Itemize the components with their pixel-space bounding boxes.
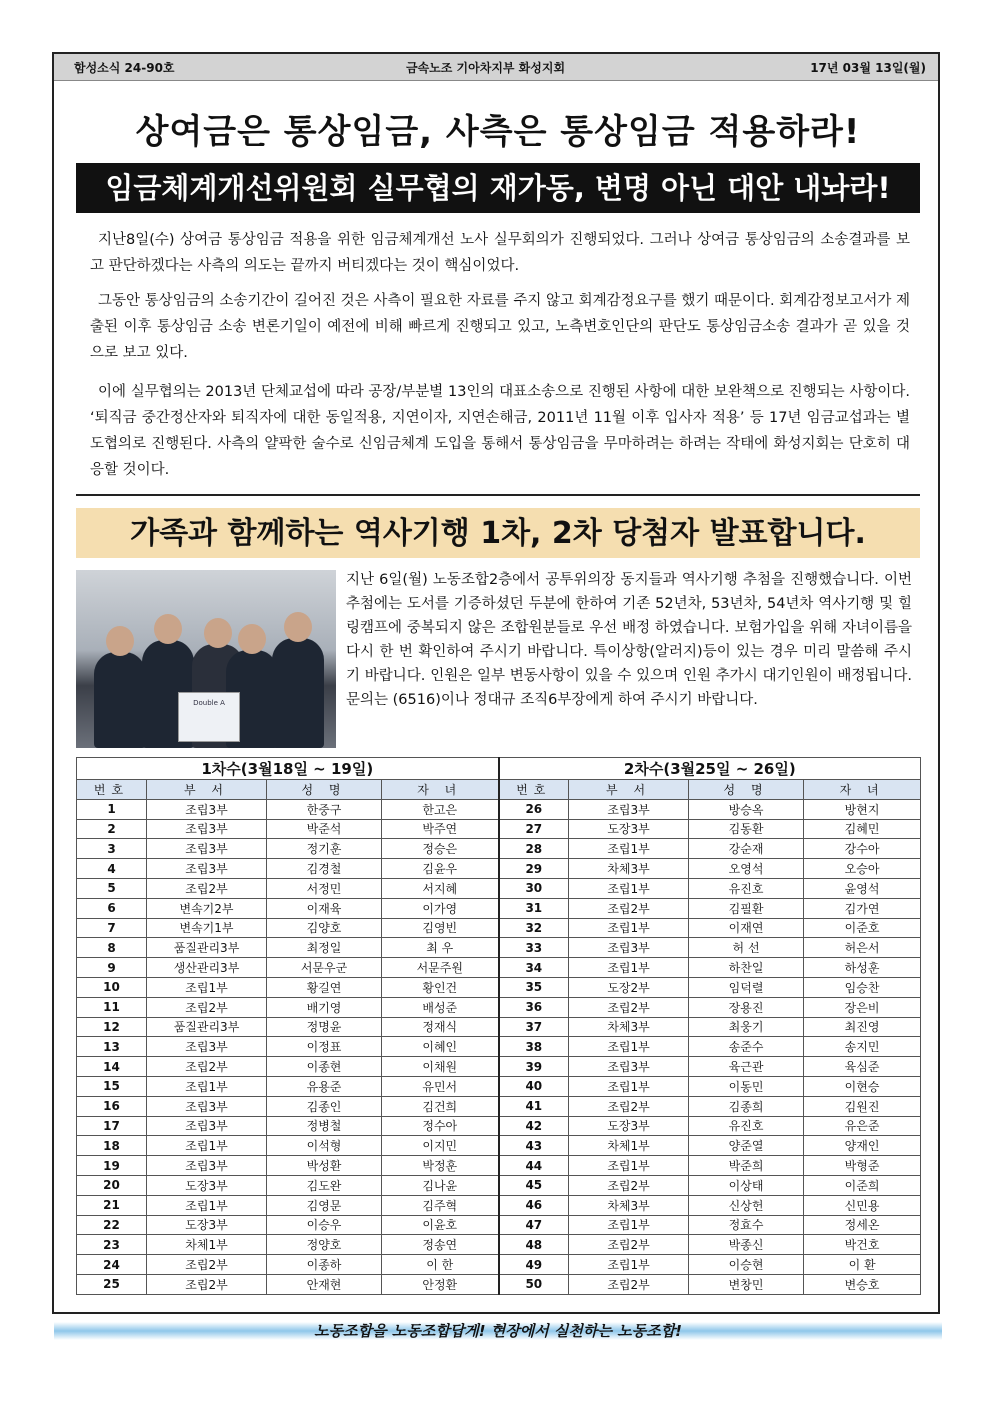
cell-name: 임덕렬 [689,977,804,997]
cell-number: 28 [499,839,569,859]
cell-child: 서지혜 [382,878,499,898]
table-row [77,898,921,918]
cell-name: 정양호 [267,1235,382,1255]
cell-number: 33 [499,938,569,958]
cell-number: 25 [77,1274,147,1294]
col-header-name: 성 명 [689,780,804,800]
cell-number: 4 [77,859,147,879]
table-row [77,1037,921,1057]
footer-slogan: 노동조합을 노동조합답게! 현장에서 실천하는 노동조합! [54,1322,942,1340]
cell-department: 조립1부 [147,1195,267,1215]
table-row [77,1274,921,1294]
cell-number: 1 [77,799,147,819]
cell-department: 조립1부 [569,1156,689,1176]
cell-child: 이채원 [382,1057,499,1077]
cell-child: 윤영석 [804,878,921,898]
cell-number: 12 [77,1017,147,1037]
cell-name: 안재현 [267,1274,382,1294]
cell-number: 30 [499,878,569,898]
cell-child: 이혜인 [382,1037,499,1057]
cell-department: 조립1부 [147,1076,267,1096]
cell-department: 조립2부 [569,1235,689,1255]
cell-child: 김영빈 [382,918,499,938]
cell-name: 강순재 [689,839,804,859]
cell-department: 조립3부 [147,1037,267,1057]
cell-number: 6 [77,898,147,918]
cell-number: 39 [499,1057,569,1077]
cell-name: 허 선 [689,938,804,958]
cell-child: 유민서 [382,1076,499,1096]
cell-department: 조립3부 [147,839,267,859]
issue-date: 17년 03월 13일(월) [810,61,926,75]
cell-number: 42 [499,1116,569,1136]
cell-name: 황길연 [267,977,382,997]
cell-department: 조립2부 [147,878,267,898]
cell-number: 29 [499,859,569,879]
cell-child: 이 한 [382,1255,499,1275]
cell-number: 49 [499,1255,569,1275]
cell-name: 김필환 [689,898,804,918]
cell-child: 김건희 [382,1096,499,1116]
cell-name: 이동민 [689,1076,804,1096]
cell-number: 44 [499,1156,569,1176]
cell-department: 조립3부 [569,1057,689,1077]
cell-department: 차체1부 [147,1235,267,1255]
cell-number: 14 [77,1057,147,1077]
cell-department: 조립3부 [147,1096,267,1116]
table-row [77,799,921,819]
cell-name: 서정민 [267,878,382,898]
cell-department: 변속기1부 [147,918,267,938]
cell-child: 이윤호 [382,1215,499,1235]
table-row [77,938,921,958]
photo-person [94,652,146,748]
cell-number: 43 [499,1136,569,1156]
cell-name: 김종인 [267,1096,382,1116]
col-header-number: 번호 [77,780,147,800]
organization-name: 금속노조 기아차지부 화성지회 [406,61,566,75]
cell-child: 박정훈 [382,1156,499,1176]
cell-department: 차체3부 [569,1195,689,1215]
cell-number: 11 [77,997,147,1017]
cell-department: 조립3부 [569,799,689,819]
cell-name: 정명윤 [267,1017,382,1037]
cell-number: 23 [77,1235,147,1255]
cell-number: 47 [499,1215,569,1235]
lottery-box [178,692,240,742]
cell-child: 임승찬 [804,977,921,997]
cell-child: 김혜민 [804,819,921,839]
cell-name: 박종신 [689,1235,804,1255]
cell-number: 17 [77,1116,147,1136]
col-header-department: 부 서 [569,780,689,800]
cell-child: 강수아 [804,839,921,859]
cell-department: 조립3부 [147,1156,267,1176]
cell-department: 도장3부 [569,1116,689,1136]
table-row [77,918,921,938]
cell-number: 31 [499,898,569,918]
cell-number: 50 [499,1274,569,1294]
section-divider [76,494,920,496]
cell-name: 육근관 [689,1057,804,1077]
table-row [77,958,921,978]
event-photo [76,570,336,748]
box-label: Double A [193,699,225,707]
cell-department: 조립1부 [569,878,689,898]
newsletter-header-bar [54,54,938,81]
cell-name: 이종현 [267,1057,382,1077]
cell-name: 신상헌 [689,1195,804,1215]
article-paragraph-3: 이에 실무협의는 2013년 단체교섭에 따라 공장/부분별 13인의 대표소송으로 진행된 사항에 대한 보완책으로 진행되는 사항이다. ‘퇴직금 중간정산자와 퇴직자에 대한 동일적용, 지연이자, 지연손해금, 2011년 11월 이후 입사자 적용’ 등 17년 임금교섭과는 별도협의로 진행된다. 사측의 얄팍한 술수로 신임금체계 도입을 통해서 통상임금을 무마하려는 하려는 작태에 화성지회는 단호히 대응할 것이다. [90,384,910,478]
cell-number: 5 [77,878,147,898]
table-row [77,1235,921,1255]
cell-child: 박주연 [382,819,499,839]
cell-child: 방현지 [804,799,921,819]
cell-department: 조립2부 [569,1175,689,1195]
cell-child: 김원진 [804,1096,921,1116]
cell-department: 변속기2부 [147,898,267,918]
cell-number: 16 [77,1096,147,1116]
cell-name: 송준수 [689,1037,804,1057]
cell-department: 차체3부 [569,859,689,879]
cell-child: 한고은 [382,799,499,819]
cell-name: 김경철 [267,859,382,879]
cell-department: 조립2부 [147,1255,267,1275]
cell-name: 장용진 [689,997,804,1017]
cell-department: 도장2부 [569,977,689,997]
cell-number: 15 [77,1076,147,1096]
cell-department: 조립3부 [147,1116,267,1136]
cell-number: 40 [499,1076,569,1096]
cell-department: 도장3부 [147,1175,267,1195]
cell-child: 송지민 [804,1037,921,1057]
round1-title: 1차수(3월18일 ~ 19일) [77,758,499,780]
cell-number: 27 [499,819,569,839]
cell-number: 24 [77,1255,147,1275]
issue-number: 함성소식 24-90호 [74,61,175,75]
cell-number: 41 [499,1096,569,1116]
cell-number: 13 [77,1037,147,1057]
cell-name: 배기영 [267,997,382,1017]
cell-name: 유진호 [689,1116,804,1136]
cell-name: 오영석 [689,859,804,879]
cell-name: 이상태 [689,1175,804,1195]
cell-department: 조립3부 [147,799,267,819]
cell-department: 조립1부 [569,839,689,859]
cell-name: 이승현 [689,1255,804,1275]
cell-department: 생산관리3부 [147,958,267,978]
cell-child: 김윤우 [382,859,499,879]
cell-department: 조립1부 [569,1076,689,1096]
main-headline: 상여금은 통상임금, 사측은 통상임금 적용하라! [135,112,861,152]
cell-child: 이준호 [804,918,921,938]
cell-department: 차체3부 [569,1017,689,1037]
cell-department: 조립2부 [569,898,689,918]
table-row [77,1195,921,1215]
table-row [77,997,921,1017]
table-row [77,1255,921,1275]
cell-number: 26 [499,799,569,819]
table-row [77,819,921,839]
cell-number: 18 [77,1136,147,1156]
cell-number: 20 [77,1175,147,1195]
cell-child: 최진영 [804,1017,921,1037]
table-row [77,1116,921,1136]
cell-department: 조립2부 [147,1057,267,1077]
cell-department: 조립2부 [569,1096,689,1116]
table-row [77,878,921,898]
cell-department: 조립1부 [569,958,689,978]
cell-department: 조립1부 [147,1136,267,1156]
cell-department: 조립1부 [569,1215,689,1235]
cell-child: 정송연 [382,1235,499,1255]
cell-number: 36 [499,997,569,1017]
cell-child: 서문주원 [382,958,499,978]
cell-name: 박성환 [267,1156,382,1176]
cell-number: 19 [77,1156,147,1176]
table-row [77,859,921,879]
cell-number: 21 [77,1195,147,1215]
cell-name: 김영문 [267,1195,382,1215]
cell-name: 최정일 [267,938,382,958]
cell-child: 육심준 [804,1057,921,1077]
cell-number: 35 [499,977,569,997]
cell-child: 정승은 [382,839,499,859]
cell-department: 조립2부 [569,997,689,1017]
cell-number: 48 [499,1235,569,1255]
cell-child: 양재인 [804,1136,921,1156]
cell-number: 45 [499,1175,569,1195]
table-row [77,1136,921,1156]
cell-child: 허은서 [804,938,921,958]
cell-department: 조립1부 [569,1255,689,1275]
round-header-row [77,758,921,780]
cell-child: 이 환 [804,1255,921,1275]
cell-child: 정재식 [382,1017,499,1037]
cell-department: 조립2부 [569,1274,689,1294]
table-row [77,1057,921,1077]
cell-department: 차체1부 [569,1136,689,1156]
cell-child: 김가연 [804,898,921,918]
cell-child: 김주혁 [382,1195,499,1215]
cell-name: 김종희 [689,1096,804,1116]
cell-name: 이정표 [267,1037,382,1057]
cell-child: 박건호 [804,1235,921,1255]
winners-table [76,757,921,1295]
cell-department: 조립3부 [569,938,689,958]
cell-child: 정수아 [382,1116,499,1136]
table-row [77,1017,921,1037]
cell-child: 하성훈 [804,958,921,978]
cell-name: 양준열 [689,1136,804,1156]
cell-number: 2 [77,819,147,839]
cell-name: 이재연 [689,918,804,938]
event-intro-text: 지난 6일(월) 노동조합2층에서 공투위의장 동지들과 역사기행 추첨을 진행했습니다. 이번 추첨에는 도서를 기증하셨던 두분에 한하여 기존 52년차, 53년차, 54년차 역사기행 및 힐링캠프에 중복되지 않은 조합원분들로 우선 배정 하였습니다. 보험가입을 위해 자녀이름을 다시 한 번 확인하여 주시기 바랍니다. 특이상항(알러지)등이 있는 경우 미리 말씀해 주시기 바랍니다. 인원은 일부 변동사항이 있을 수 있으며 인원 추가시 대기인원이 배정됩니다. 문의는 (6516)이나 정대규 조직6부장에게 하여 주시기 바랍니다. [346,572,912,708]
cell-child: 김나윤 [382,1175,499,1195]
cell-child: 이가영 [382,898,499,918]
col-header-name: 성 명 [267,780,382,800]
cell-name: 하찬일 [689,958,804,978]
cell-child: 안정환 [382,1274,499,1294]
cell-department: 조립3부 [147,819,267,839]
cell-name: 정효수 [689,1215,804,1235]
cell-name: 변창민 [689,1274,804,1294]
cell-child: 배성준 [382,997,499,1017]
cell-name: 김동환 [689,819,804,839]
cell-department: 조립1부 [147,977,267,997]
cell-name: 박준석 [267,819,382,839]
cell-name: 이승우 [267,1215,382,1235]
cell-department: 조립3부 [147,859,267,879]
table-row [77,977,921,997]
cell-number: 32 [499,918,569,938]
column-header-row [77,780,921,800]
cell-department: 조립2부 [147,997,267,1017]
cell-department: 도장3부 [147,1215,267,1235]
cell-name: 이재육 [267,898,382,918]
cell-name: 이종하 [267,1255,382,1275]
col-header-child: 자 녀 [804,780,921,800]
col-header-department: 부 서 [147,780,267,800]
cell-child: 황인건 [382,977,499,997]
cell-name: 김도완 [267,1175,382,1195]
table-row [77,1175,921,1195]
cell-number: 46 [499,1195,569,1215]
cell-number: 22 [77,1215,147,1235]
cell-name: 최웅기 [689,1017,804,1037]
table-row [77,1156,921,1176]
cell-name: 유진호 [689,878,804,898]
table-row [77,839,921,859]
cell-department: 조립2부 [147,1274,267,1294]
table-row [77,1215,921,1235]
cell-number: 8 [77,938,147,958]
cell-child: 이현승 [804,1076,921,1096]
table-row [77,1076,921,1096]
cell-name: 정기훈 [267,839,382,859]
cell-child: 이지민 [382,1136,499,1156]
cell-name: 이석형 [267,1136,382,1156]
col-header-number: 번호 [499,780,569,800]
cell-child: 오승아 [804,859,921,879]
cell-number: 37 [499,1017,569,1037]
cell-number: 9 [77,958,147,978]
event-title: 가족과 함께하는 역사기행 1차, 2차 당첨자 발표합니다. [76,508,920,558]
cell-child: 변승호 [804,1274,921,1294]
cell-department: 품질관리3부 [147,938,267,958]
cell-child: 이준희 [804,1175,921,1195]
cell-name: 김양호 [267,918,382,938]
cell-child: 신민용 [804,1195,921,1215]
cell-name: 정병철 [267,1116,382,1136]
sub-headline: 임금체계개선위원회 실무협의 재가동, 변명 아닌 대안 내놔라! [76,163,920,213]
cell-name: 유용준 [267,1076,382,1096]
cell-number: 3 [77,839,147,859]
cell-number: 34 [499,958,569,978]
photo-person [272,638,324,748]
cell-department: 조립1부 [569,918,689,938]
cell-name: 한중구 [267,799,382,819]
cell-child: 유은준 [804,1116,921,1136]
cell-name: 박준희 [689,1156,804,1176]
cell-child: 최 우 [382,938,499,958]
col-header-child: 자 녀 [382,780,499,800]
cell-number: 7 [77,918,147,938]
article-paragraph-2: 그동안 통상임금의 소송기간이 길어진 것은 사측이 필요한 자료를 주지 않고 회계감정요구를 했기 때문이다. 회계감정보고서가 제출된 이후 통상임금 소송 변론기일이 예전에 비해 빠르게 진행되고 있고, 노측변호인단의 판단도 통상임금소송 결과가 곧 있을 것으로 보고 있다. [90,293,910,361]
cell-name: 서문우군 [267,958,382,978]
cell-department: 조립1부 [569,1037,689,1057]
cell-number: 38 [499,1037,569,1057]
cell-number: 10 [77,977,147,997]
cell-child: 박형준 [804,1156,921,1176]
table-row [77,1096,921,1116]
cell-department: 품질관리3부 [147,1017,267,1037]
article-paragraph-1: 지난8일(수) 상여금 통상임금 적용을 위한 임금체계개선 노사 실무회의가 진행되었다. 그러나 상여금 통상임금의 소송결과를 보고 판단하겠다는 사측의 의도는 끝까지 버티겠다는 것이 핵심이었다. [90,232,910,274]
cell-department: 도장3부 [569,819,689,839]
round2-title: 2차수(3월25일 ~ 26일) [499,758,921,780]
cell-child: 장은비 [804,997,921,1017]
cell-name: 방승옥 [689,799,804,819]
cell-child: 정세온 [804,1215,921,1235]
